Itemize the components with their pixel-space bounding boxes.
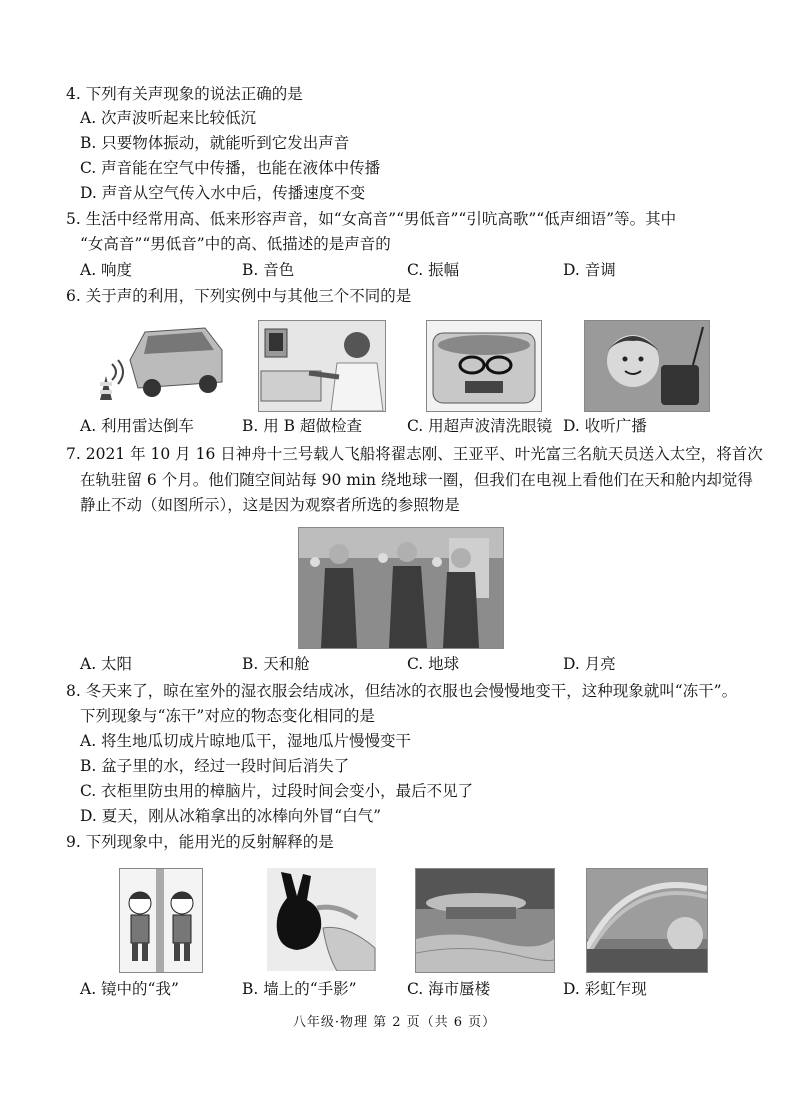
mirror-reflection-image — [119, 868, 203, 973]
q6-option-a: A. 利用雷达倒车 — [80, 417, 195, 435]
ultrasonic-cleaner-image — [426, 320, 542, 412]
rainbow-image — [586, 868, 708, 973]
q5-stem-line1: 5. 生活中经常用高、低来形容声音，如“女高音”“男低音”“引吭高歌”“低声细语”等。其中 — [66, 210, 677, 228]
q4-option-d: D. 声音从空气传入水中后，传播速度不变 — [80, 184, 366, 202]
q8-option-d: D. 夏天，刚从冰箱拿出的冰棒向外冒“白气” — [80, 807, 382, 825]
q8-option-c: C. 衣柜里防虫用的樟脑片，过段时间会变小，最后不见了 — [80, 782, 474, 800]
q4-option-c: C. 声音能在空气中传播，也能在液体中传播 — [80, 159, 381, 177]
q9-option-a: A. 镜中的“我” — [80, 980, 179, 998]
page-footer: 八年级·物理 第 2 页（共 6 页） — [292, 1015, 497, 1030]
radar-car-image — [90, 320, 226, 410]
q8-option-a: A. 将生地瓜切成片晾地瓜干，湿地瓜片慢慢变干 — [80, 732, 412, 750]
q5-option-c: C. 振幅 — [407, 261, 460, 279]
q5-option-d: D. 音调 — [563, 261, 616, 279]
q7-stem-line3: 静止不动（如图所示），这是因为观察者所选的参照物是 — [80, 496, 460, 514]
q9-stem: 9. 下列现象中，能用光的反射解释的是 — [66, 833, 334, 851]
mirage-image — [415, 868, 555, 973]
q8-stem-line2: 下列现象与“冻干”对应的物态变化相同的是 — [80, 707, 375, 725]
q9-option-b: B. 墙上的“手影” — [242, 980, 357, 998]
ultrasound-exam-image — [258, 320, 386, 412]
q9-option-d: D. 彩虹乍现 — [563, 980, 647, 998]
q7-option-b: B. 天和舱 — [242, 655, 310, 673]
q7-stem-line2: 在轨驻留 6 个月。他们随空间站每 90 min 绕地球一圈，但我们在电视上看他们在天和舱内却觉得 — [80, 471, 753, 489]
q8-option-b: B. 盆子里的水，经过一段时间后消失了 — [80, 757, 350, 775]
q4-option-a: A. 次声波听起来比较低沉 — [80, 109, 257, 127]
q7-stem-line1: 7. 2021 年 10 月 16 日神舟十三号载人飞船将翟志刚、王亚平、叶光富三名航天员送入太空，将首次 — [66, 445, 763, 463]
q8-stem-line1: 8. 冬天来了，晾在室外的湿衣服会结成冰，但结冰的衣服也会慢慢地变干，这种现象就叫“冻干”。 — [66, 682, 738, 700]
q4-stem: 4. 下列有关声现象的说法正确的是 — [66, 85, 303, 103]
q7-option-d: D. 月亮 — [563, 655, 616, 673]
q5-option-b: B. 音色 — [242, 261, 295, 279]
q6-stem: 6. 关于声的利用，下列实例中与其他三个不同的是 — [66, 287, 412, 305]
q7-option-c: C. 地球 — [407, 655, 460, 673]
hand-shadow-image — [267, 868, 376, 971]
q7-option-a: A. 太阳 — [80, 655, 133, 673]
q6-option-c: C. 用超声波清洗眼镜 — [407, 417, 553, 435]
q4-option-b: B. 只要物体振动，就能听到它发出声音 — [80, 134, 350, 152]
q6-option-d: D. 收听广播 — [563, 417, 647, 435]
radio-listening-image — [584, 320, 710, 412]
q5-stem-line2: “女高音”“男低音”中的高、低描述的是声音的 — [80, 235, 391, 253]
q9-option-c: C. 海市蜃楼 — [407, 980, 491, 998]
astronauts-image — [298, 527, 504, 649]
q6-option-b: B. 用 B 超做检查 — [242, 417, 362, 435]
q5-option-a: A. 响度 — [80, 261, 133, 279]
